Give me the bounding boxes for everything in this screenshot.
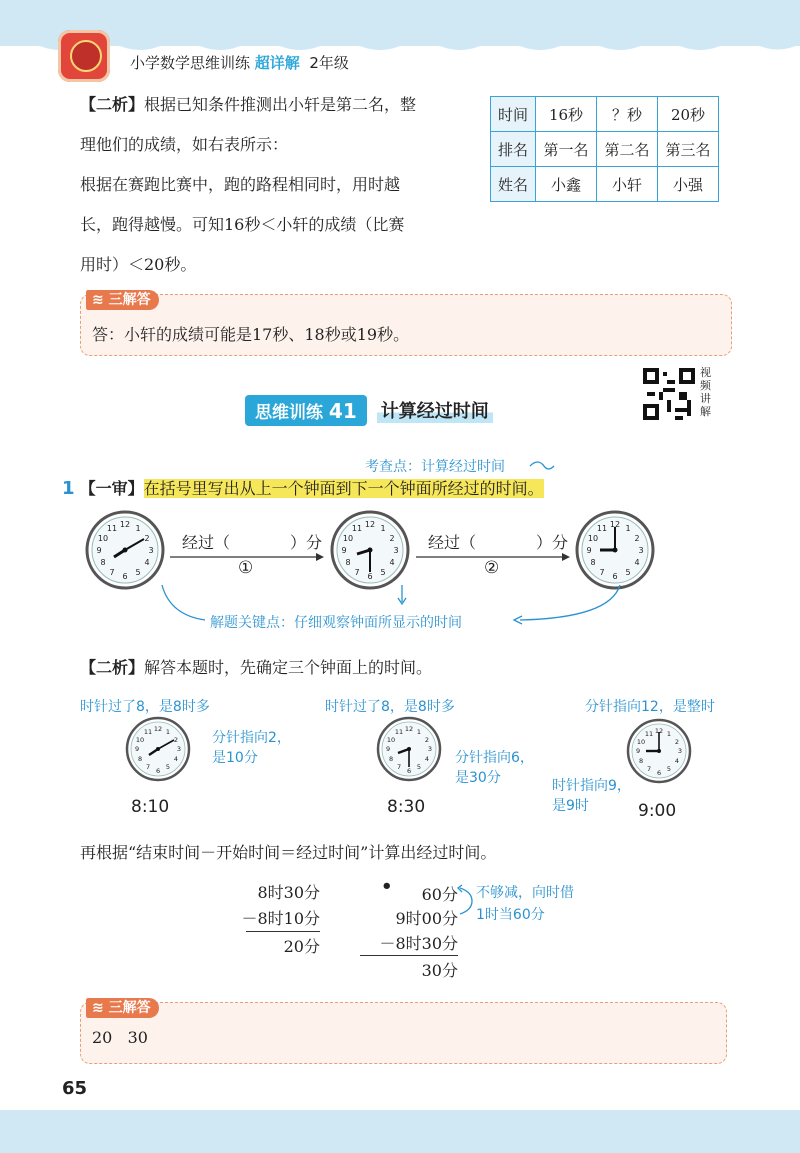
key-point-note: 解题关键点：仔细观察钟面所显示的时间 — [210, 615, 462, 631]
svg-text:1: 1 — [165, 728, 171, 736]
svg-text:10: 10 — [587, 534, 599, 543]
clock2-note-top: 时针过了8，是8时多 — [325, 699, 455, 715]
svg-text:2: 2 — [674, 738, 680, 746]
svg-text:6: 6 — [155, 767, 161, 775]
svg-text:3: 3 — [677, 747, 683, 755]
calc1-line1: 8时30分 — [257, 883, 320, 902]
svg-text:3: 3 — [148, 546, 154, 555]
svg-text:9: 9 — [586, 546, 592, 555]
table-cell: 第二名 — [597, 132, 658, 167]
wave-icon: ≋ — [92, 1000, 109, 1016]
table-cell: 小强 — [658, 167, 719, 202]
svg-text:9: 9 — [341, 546, 347, 555]
svg-text:8: 8 — [137, 755, 143, 763]
clock-icon-small-3 — [626, 718, 692, 784]
qr-code-icon[interactable] — [643, 368, 695, 420]
clock-icon-1 — [85, 510, 165, 590]
calc2-line2: －8时30分 — [379, 934, 458, 953]
qr-label: 视 频 讲 解 — [700, 366, 711, 418]
table-row — [491, 132, 719, 167]
borrow-dot: • — [381, 876, 393, 897]
svg-text:11: 11 — [644, 730, 654, 738]
svg-text:5: 5 — [380, 568, 386, 577]
calc2-line1: 9时00分 — [395, 909, 458, 928]
svg-text:3: 3 — [427, 745, 433, 753]
svg-text:11: 11 — [143, 728, 153, 736]
table-cell: 20秒 — [658, 97, 719, 132]
blank-2: 经过（ ）分 — [428, 533, 569, 552]
svg-text:1: 1 — [666, 730, 672, 738]
svg-text:4: 4 — [144, 558, 150, 567]
clock3-note-top: 分针指向12，是整时 — [585, 699, 715, 715]
svg-text:12: 12 — [153, 725, 163, 733]
svg-text:9: 9 — [385, 745, 391, 753]
svg-text:12: 12 — [654, 727, 664, 735]
svg-text:12: 12 — [609, 520, 621, 529]
svg-text:5: 5 — [135, 568, 141, 577]
clock-icon-3 — [575, 510, 655, 590]
svg-text:11: 11 — [596, 524, 608, 533]
clock3-note-left: 时针指向9， 是9时 — [552, 778, 631, 814]
wave-icon: ≋ — [92, 292, 109, 308]
borrow-note: 不够减，向时借 1时当60分 — [476, 885, 574, 923]
top-wave-decoration — [0, 38, 800, 58]
svg-text:6: 6 — [656, 769, 662, 777]
svg-text:7: 7 — [109, 568, 115, 577]
clock2-time: 8:30 — [387, 797, 426, 817]
table-cell: 排名 — [491, 132, 536, 167]
svg-text:10: 10 — [342, 534, 354, 543]
svg-text:4: 4 — [389, 558, 395, 567]
svg-text:5: 5 — [416, 763, 422, 771]
svg-text:5: 5 — [625, 568, 631, 577]
svg-text:6: 6 — [406, 767, 412, 775]
table-row — [491, 167, 719, 202]
analysis-2: 【二析】解答本题时，先确定三个钟面上的时间。 — [80, 658, 433, 677]
table-cell: ？秒 — [597, 97, 658, 132]
svg-text:1: 1 — [416, 728, 422, 736]
svg-text:12: 12 — [404, 725, 414, 733]
formula-line: 再根据“结束时间－开始时间＝经过时间”计算出经过时间。 — [80, 843, 497, 862]
calc1-line2: －8时10分 — [241, 909, 320, 928]
analysis-paragraph: 【二析】根据已知条件推测出小轩是第二名，整 理他们的成绩，如右表所示： 根据在赛跑比赛中，跑的路程相同时，用时越 长，跑得越慢。可知16秒＜小轩的成绩（比赛 用时）＜20秒。 — [80, 95, 417, 274]
blank-1-number: ① — [238, 558, 254, 578]
clock2-note-right: 分针指向6， 是30分 — [455, 750, 534, 786]
svg-text:8: 8 — [638, 757, 644, 765]
svg-text:12: 12 — [119, 520, 131, 529]
svg-text:9: 9 — [96, 546, 102, 555]
clock1-note-top: 时针过了8，是8时多 — [80, 699, 210, 715]
calc2-borrow: 60分 — [421, 885, 458, 904]
section-heading: 计算经过时间 — [377, 397, 493, 423]
blank-1: 经过（ ）分 — [182, 533, 323, 552]
svg-text:2: 2 — [173, 736, 179, 744]
svg-text:4: 4 — [173, 755, 179, 763]
table-cell: 第三名 — [658, 132, 719, 167]
svg-text:7: 7 — [599, 568, 605, 577]
calc2-rule — [360, 955, 458, 956]
svg-text:5: 5 — [165, 763, 171, 771]
calc1-result: 20分 — [283, 937, 320, 956]
answer-tag-2: ≋ 三解答 — [86, 997, 159, 1017]
svg-text:4: 4 — [424, 755, 430, 763]
svg-text:5: 5 — [666, 765, 672, 773]
svg-text:8: 8 — [590, 558, 596, 567]
clock1-time: 8:10 — [131, 797, 170, 817]
table-cell: 姓名 — [491, 167, 536, 202]
answer-text-1: 答：小轩的成绩可能是17秒、18秒或19秒。 — [92, 325, 410, 344]
clock3-time: 9:00 — [638, 801, 677, 821]
svg-text:2: 2 — [634, 534, 640, 543]
svg-text:6: 6 — [612, 572, 618, 581]
svg-text:10: 10 — [386, 736, 396, 744]
svg-text:3: 3 — [176, 745, 182, 753]
svg-text:6: 6 — [122, 572, 128, 581]
svg-text:6: 6 — [367, 572, 373, 581]
section-label: 思维训练 41 — [245, 395, 367, 426]
svg-text:2: 2 — [424, 736, 430, 744]
calc1-rule — [246, 931, 320, 932]
svg-text:8: 8 — [345, 558, 351, 567]
svg-text:1: 1 — [380, 524, 386, 533]
bottom-banner — [0, 1110, 800, 1153]
exam-point-note: 考查点：计算经过时间 — [365, 459, 505, 475]
svg-text:8: 8 — [388, 755, 394, 763]
answer-values: 20 30 — [92, 1028, 148, 1047]
table-cell: 小轩 — [597, 167, 658, 202]
svg-text:1: 1 — [625, 524, 631, 533]
svg-text:2: 2 — [389, 534, 395, 543]
svg-text:11: 11 — [394, 728, 404, 736]
clock1-note-right: 分针指向2， 是10分 — [212, 730, 291, 766]
svg-text:11: 11 — [106, 524, 118, 533]
svg-text:7: 7 — [145, 763, 151, 771]
svg-text:7: 7 — [646, 765, 652, 773]
svg-text:9: 9 — [134, 745, 140, 753]
ranking-table — [490, 96, 719, 202]
table-cell: 16秒 — [536, 97, 597, 132]
table-cell: 小鑫 — [536, 167, 597, 202]
answer-box-2 — [80, 1002, 727, 1064]
section-title — [245, 395, 493, 425]
svg-text:7: 7 — [396, 763, 402, 771]
calc2-result: 30分 — [421, 961, 458, 980]
table-cell: 时间 — [491, 97, 536, 132]
svg-text:3: 3 — [393, 546, 399, 555]
svg-text:1: 1 — [135, 524, 141, 533]
svg-text:4: 4 — [634, 558, 640, 567]
question-stem: 1 【一审】在括号里写出从上一个钟面到下一个钟面所经过的时间。 — [62, 478, 544, 499]
table-row — [491, 97, 719, 132]
clock-icon-small-1 — [125, 716, 191, 782]
svg-text:11: 11 — [351, 524, 363, 533]
exam-point-arrow — [528, 456, 558, 476]
svg-text:2: 2 — [144, 534, 150, 543]
svg-text:3: 3 — [638, 546, 644, 555]
svg-text:12: 12 — [364, 520, 376, 529]
table-cell: 第一名 — [536, 132, 597, 167]
header-title: 小学数学思维训练 超详解 2年级 — [130, 54, 349, 72]
clock-icon-small-2 — [376, 716, 442, 782]
page-number: 65 — [62, 1078, 88, 1099]
svg-text:10: 10 — [97, 534, 109, 543]
svg-text:9: 9 — [635, 747, 641, 755]
svg-text:10: 10 — [636, 738, 646, 746]
clock-icon-2 — [330, 510, 410, 590]
logo-emblem-icon — [70, 40, 102, 72]
svg-text:8: 8 — [100, 558, 106, 567]
svg-text:7: 7 — [354, 568, 360, 577]
svg-text:10: 10 — [135, 736, 145, 744]
svg-text:4: 4 — [674, 757, 680, 765]
answer-tag-1: ≋ 三解答 — [86, 289, 159, 309]
blank-2-number: ② — [484, 558, 500, 578]
